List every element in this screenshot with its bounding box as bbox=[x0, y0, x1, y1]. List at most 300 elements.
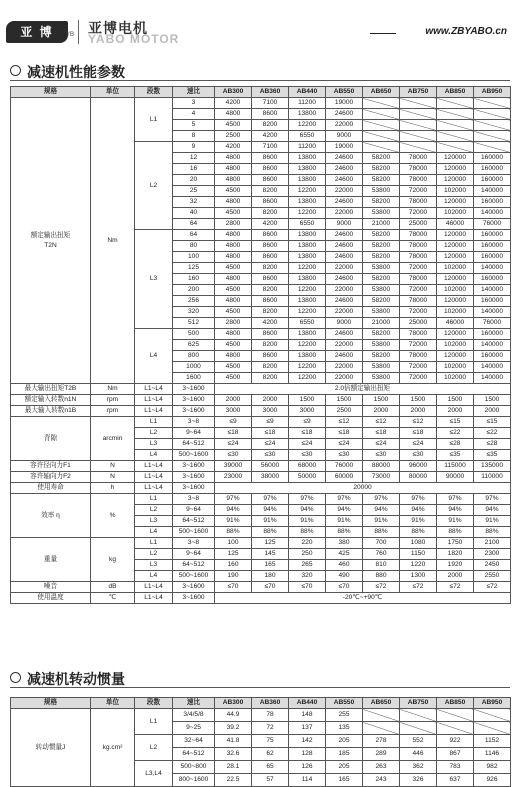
table-cell: 90000 bbox=[437, 472, 474, 483]
table-cell: 78000 bbox=[400, 296, 437, 307]
table-cell: 8600 bbox=[252, 351, 289, 362]
table-cell: 4500 bbox=[215, 208, 252, 219]
table-cell: 120000 bbox=[437, 296, 474, 307]
table-cell: L1 bbox=[135, 538, 173, 549]
row-label: 额定输出扭矩 T2N bbox=[11, 98, 91, 384]
table-cell: 22.5 bbox=[215, 774, 252, 787]
table-cell: 20 bbox=[173, 175, 215, 186]
table-cell: 44.9 bbox=[215, 709, 252, 722]
table-cell: 8200 bbox=[252, 120, 289, 131]
table-cell: 160000 bbox=[474, 197, 511, 208]
table-cell: 810 bbox=[363, 560, 400, 571]
table-cell: 2000 bbox=[474, 406, 511, 417]
column-header: 速比 bbox=[173, 698, 215, 709]
table-cell: ≤30 bbox=[363, 450, 400, 461]
table-cell: L1~L4 bbox=[135, 461, 173, 472]
table-cell: 120000 bbox=[437, 329, 474, 340]
table-cell: ≤24 bbox=[400, 439, 437, 450]
table-cell: 2000 bbox=[215, 395, 252, 406]
table-cell: 78000 bbox=[400, 153, 437, 164]
stage-cell: L2 bbox=[135, 142, 173, 230]
table-cell: 3~8 bbox=[173, 538, 215, 549]
row-label: 额定输入转数n1N bbox=[11, 395, 91, 406]
table-cell: 125 bbox=[173, 263, 215, 274]
table-row bbox=[11, 461, 511, 472]
table-row bbox=[11, 483, 511, 494]
table-cell: 4800 bbox=[215, 241, 252, 252]
table-cell: 91% bbox=[363, 516, 400, 527]
table-cell: 205 bbox=[326, 761, 363, 774]
table-cell: 9~64 bbox=[173, 549, 215, 560]
table-cell: 1150 bbox=[400, 549, 437, 560]
table-cell bbox=[363, 98, 400, 109]
table-cell: 94% bbox=[400, 505, 437, 516]
table-cell: 80 bbox=[173, 241, 215, 252]
table-cell: L3 bbox=[135, 516, 173, 527]
table-cell: 12200 bbox=[289, 373, 326, 384]
column-header: AB440 bbox=[289, 698, 326, 709]
column-header: 单位 bbox=[91, 698, 135, 709]
table-cell: ≤15 bbox=[437, 417, 474, 428]
table-cell: 64 bbox=[173, 219, 215, 230]
table-cell: 160000 bbox=[474, 241, 511, 252]
row-label: 背隙 bbox=[11, 417, 91, 461]
table-cell: 28.1 bbox=[215, 761, 252, 774]
table-cell: 2800 bbox=[215, 318, 252, 329]
table-cell: 78000 bbox=[400, 241, 437, 252]
table-cell: 97% bbox=[326, 494, 363, 505]
row-label: 效率 η bbox=[11, 494, 91, 538]
table-cell: 78000 bbox=[400, 351, 437, 362]
table-cell: 53800 bbox=[363, 208, 400, 219]
table-cell: 76000 bbox=[474, 318, 511, 329]
table-cell: 160000 bbox=[474, 175, 511, 186]
table-cell: 2800 bbox=[215, 219, 252, 230]
row-label: 使用温度 bbox=[11, 593, 91, 604]
table-cell: 380 bbox=[326, 538, 363, 549]
table-cell: 97% bbox=[363, 494, 400, 505]
table-cell: 24600 bbox=[326, 164, 363, 175]
column-header: 规格 bbox=[11, 698, 91, 709]
table-cell: 13800 bbox=[289, 252, 326, 263]
table-cell: 460 bbox=[326, 560, 363, 571]
table-cell: 24600 bbox=[326, 296, 363, 307]
table-cell: 64~512 bbox=[173, 560, 215, 571]
stage-cell: L4 bbox=[135, 329, 173, 384]
table-cell: 490 bbox=[326, 571, 363, 582]
table-cell: dB bbox=[91, 582, 135, 593]
table-cell: ≤15 bbox=[474, 417, 511, 428]
circle-bullet-icon bbox=[10, 672, 21, 683]
table-cell: 88% bbox=[363, 527, 400, 538]
section-title-text: 减速机性能参数 bbox=[27, 64, 125, 80]
performance-table bbox=[10, 86, 511, 604]
table-cell: 32~64 bbox=[173, 735, 215, 748]
table-cell: 58200 bbox=[363, 351, 400, 362]
table-cell: 1220 bbox=[400, 560, 437, 571]
table-cell: 97% bbox=[289, 494, 326, 505]
column-header: AB850 bbox=[437, 87, 474, 98]
table-cell: 1820 bbox=[437, 549, 474, 560]
table-cell: 255 bbox=[326, 709, 363, 722]
table-cell: 190 bbox=[215, 571, 252, 582]
table-cell: 140000 bbox=[474, 263, 511, 274]
table-cell bbox=[363, 109, 400, 120]
table-cell bbox=[363, 722, 400, 735]
table-cell: Nm bbox=[91, 384, 135, 395]
table-cell: 500 bbox=[173, 329, 215, 340]
table-cell: 78000 bbox=[400, 329, 437, 340]
table-cell: 12200 bbox=[289, 285, 326, 296]
table-cell: 2000 bbox=[363, 406, 400, 417]
row-label: 最大输出扭矩T2B bbox=[11, 384, 91, 395]
table-cell: 1000 bbox=[173, 362, 215, 373]
table-cell bbox=[474, 131, 511, 142]
table-cell: ≤24 bbox=[215, 439, 252, 450]
table-cell: 94% bbox=[326, 505, 363, 516]
table-cell bbox=[400, 98, 437, 109]
page-header bbox=[0, 0, 519, 52]
table-cell: ≤22 bbox=[474, 428, 511, 439]
table-cell: L2 bbox=[135, 505, 173, 516]
table-cell: 512 bbox=[173, 318, 215, 329]
table-cell: 12200 bbox=[289, 263, 326, 274]
table-cell: 94% bbox=[252, 505, 289, 516]
table-cell: 91% bbox=[400, 516, 437, 527]
table-cell bbox=[400, 131, 437, 142]
table-cell: 160000 bbox=[474, 164, 511, 175]
table-cell: 8 bbox=[173, 131, 215, 142]
table-cell: 142 bbox=[289, 735, 326, 748]
table-cell: 1500 bbox=[437, 395, 474, 406]
table-cell: ≤35 bbox=[474, 450, 511, 461]
table-cell: 126 bbox=[289, 761, 326, 774]
stage-cell: L3 bbox=[135, 230, 173, 329]
table-cell: 625 bbox=[173, 340, 215, 351]
brand-name-en: YABO MOTOR bbox=[88, 32, 180, 46]
table-cell: 78000 bbox=[400, 164, 437, 175]
table-cell: 115000 bbox=[437, 461, 474, 472]
table-cell: 21000 bbox=[363, 318, 400, 329]
table-cell: 24600 bbox=[326, 274, 363, 285]
table-cell: 6550 bbox=[289, 318, 326, 329]
table-cell: 97% bbox=[437, 494, 474, 505]
table-cell: 160000 bbox=[474, 351, 511, 362]
table-cell: 58200 bbox=[363, 252, 400, 263]
table-cell bbox=[363, 131, 400, 142]
table-cell: 8600 bbox=[252, 164, 289, 175]
table-cell: 88% bbox=[252, 527, 289, 538]
divider bbox=[78, 20, 79, 44]
table-cell bbox=[474, 109, 511, 120]
table-cell: 96000 bbox=[400, 461, 437, 472]
table-cell bbox=[437, 131, 474, 142]
table-cell: 64 bbox=[173, 230, 215, 241]
table-cell: 24600 bbox=[326, 351, 363, 362]
table-cell: 97% bbox=[215, 494, 252, 505]
column-header: 单位 bbox=[91, 87, 135, 98]
table-cell: L2 bbox=[135, 428, 173, 439]
table-cell bbox=[437, 120, 474, 131]
table-cell: 140000 bbox=[474, 208, 511, 219]
table-cell: 145 bbox=[252, 549, 289, 560]
table-cell: 58200 bbox=[363, 329, 400, 340]
table-cell: 140000 bbox=[474, 285, 511, 296]
table-cell: 76000 bbox=[326, 461, 363, 472]
inertia-table bbox=[10, 697, 511, 787]
table-cell: 8600 bbox=[252, 296, 289, 307]
table-cell: 100 bbox=[215, 538, 252, 549]
table-cell: 22000 bbox=[326, 263, 363, 274]
table-cell: 4500 bbox=[215, 263, 252, 274]
table-cell: 362 bbox=[400, 761, 437, 774]
table-cell: 8600 bbox=[252, 329, 289, 340]
stage-cell: L3,L4 bbox=[135, 761, 173, 787]
table-cell: 72000 bbox=[400, 362, 437, 373]
table-cell: 19000 bbox=[326, 142, 363, 153]
table-cell: 3~1600 bbox=[173, 406, 215, 417]
table-cell: 22000 bbox=[326, 186, 363, 197]
section-title-text: 减速机转动惯量 bbox=[27, 671, 125, 687]
table-cell: ≤70 bbox=[289, 582, 326, 593]
table-cell: 58200 bbox=[363, 164, 400, 175]
table-cell: 1300 bbox=[400, 571, 437, 582]
table-cell: 867 bbox=[437, 748, 474, 761]
table-cell: 94% bbox=[289, 505, 326, 516]
column-header: 段数 bbox=[135, 87, 173, 98]
table-cell: 278 bbox=[363, 735, 400, 748]
column-header: AB300 bbox=[215, 87, 252, 98]
table-cell: ≤22 bbox=[437, 428, 474, 439]
column-header: AB650 bbox=[363, 87, 400, 98]
logo-mark: YB bbox=[66, 32, 75, 38]
table-cell: 91% bbox=[326, 516, 363, 527]
unit-cell: Nm bbox=[91, 98, 135, 384]
table-cell: 24600 bbox=[326, 175, 363, 186]
table-cell: 1920 bbox=[437, 560, 474, 571]
table-cell: 125 bbox=[252, 538, 289, 549]
unit-cell: arcmin bbox=[91, 417, 135, 461]
table-cell: 72000 bbox=[400, 285, 437, 296]
table-cell: 114 bbox=[289, 774, 326, 787]
table-cell: 250 bbox=[289, 549, 326, 560]
table-cell: 2000 bbox=[437, 571, 474, 582]
table-row bbox=[11, 582, 511, 593]
table-cell: 24600 bbox=[326, 252, 363, 263]
table-cell: 4800 bbox=[215, 230, 252, 241]
table-cell: 72000 bbox=[400, 263, 437, 274]
table-cell: 165 bbox=[326, 774, 363, 787]
table-cell bbox=[437, 709, 474, 722]
table-cell: 160000 bbox=[474, 252, 511, 263]
table-cell: 22000 bbox=[326, 340, 363, 351]
table-cell: 320 bbox=[173, 307, 215, 318]
table-cell: ≤24 bbox=[326, 439, 363, 450]
table-cell: 102000 bbox=[437, 362, 474, 373]
table-cell: 243 bbox=[363, 774, 400, 787]
table-cell: 4500 bbox=[215, 307, 252, 318]
table-cell: 50000 bbox=[289, 472, 326, 483]
table-cell: 320 bbox=[289, 571, 326, 582]
row-label: 噪音 bbox=[11, 582, 91, 593]
table-cell: 165 bbox=[252, 560, 289, 571]
column-header: 规格 bbox=[11, 87, 91, 98]
table-cell bbox=[363, 142, 400, 153]
table-cell: ≤30 bbox=[326, 450, 363, 461]
section-rule bbox=[10, 687, 510, 688]
column-header: AB750 bbox=[400, 698, 437, 709]
table-row bbox=[11, 406, 511, 417]
table-cell: 13800 bbox=[289, 175, 326, 186]
table-cell: 24600 bbox=[326, 241, 363, 252]
table-cell: -20℃~+90℃ bbox=[215, 593, 511, 604]
row-label: 容许轴向力F2 bbox=[11, 472, 91, 483]
table-cell: ≤70 bbox=[252, 582, 289, 593]
table-cell: 24600 bbox=[326, 197, 363, 208]
table-cell: 800 bbox=[173, 351, 215, 362]
table-row bbox=[11, 494, 511, 505]
table-cell: 205 bbox=[326, 735, 363, 748]
table-cell bbox=[363, 120, 400, 131]
table-cell: 4500 bbox=[215, 362, 252, 373]
table-cell: 500~1600 bbox=[173, 571, 215, 582]
table-cell: 13800 bbox=[289, 230, 326, 241]
table-cell: 94% bbox=[215, 505, 252, 516]
table-cell bbox=[363, 709, 400, 722]
table-cell: 91% bbox=[252, 516, 289, 527]
table-cell: 1152 bbox=[474, 735, 511, 748]
table-cell: 102000 bbox=[437, 373, 474, 384]
table-cell: 4800 bbox=[215, 252, 252, 263]
table-cell: 289 bbox=[363, 748, 400, 761]
table-cell: 148 bbox=[289, 709, 326, 722]
table-cell: ≤72 bbox=[437, 582, 474, 593]
table-row bbox=[11, 472, 511, 483]
table-cell: 13800 bbox=[289, 109, 326, 120]
table-row bbox=[11, 538, 511, 549]
table-cell: L3 bbox=[135, 439, 173, 450]
table-cell: 2000 bbox=[437, 406, 474, 417]
table-cell: 88% bbox=[400, 527, 437, 538]
table-cell: N bbox=[91, 461, 135, 472]
table-cell: 72000 bbox=[400, 373, 437, 384]
table-cell: 160000 bbox=[474, 274, 511, 285]
table-cell: L1~L4 bbox=[135, 406, 173, 417]
table-cell: 13800 bbox=[289, 197, 326, 208]
table-cell: ≤28 bbox=[474, 439, 511, 450]
table-cell: 58200 bbox=[363, 153, 400, 164]
table-cell: 58200 bbox=[363, 230, 400, 241]
table-cell: 3~1600 bbox=[173, 593, 215, 604]
table-cell: 880 bbox=[363, 571, 400, 582]
column-header: AB950 bbox=[474, 87, 511, 98]
table-cell: 24600 bbox=[326, 153, 363, 164]
table-cell: 22000 bbox=[326, 373, 363, 384]
table-cell: ≤70 bbox=[326, 582, 363, 593]
table-cell: L4 bbox=[135, 527, 173, 538]
table-cell: 91% bbox=[289, 516, 326, 527]
table-cell: 13800 bbox=[289, 296, 326, 307]
table-cell: 12200 bbox=[289, 186, 326, 197]
table-cell: 64~512 bbox=[173, 516, 215, 527]
table-cell: 265 bbox=[289, 560, 326, 571]
table-cell: 13800 bbox=[289, 241, 326, 252]
table-cell bbox=[400, 109, 437, 120]
table-cell: 2450 bbox=[474, 560, 511, 571]
table-cell: 3~1600 bbox=[173, 483, 215, 494]
table-cell: 4800 bbox=[215, 164, 252, 175]
table-cell: 120000 bbox=[437, 274, 474, 285]
table-cell: 78000 bbox=[400, 230, 437, 241]
table-cell: 8200 bbox=[252, 340, 289, 351]
table-cell: 140000 bbox=[474, 307, 511, 318]
table-cell: ≤18 bbox=[363, 428, 400, 439]
table-cell: 3000 bbox=[289, 406, 326, 417]
table-cell bbox=[474, 709, 511, 722]
stage-cell: L1 bbox=[135, 709, 173, 735]
table-cell: 3/4/5/8 bbox=[173, 709, 215, 722]
column-header: AB550 bbox=[326, 698, 363, 709]
table-cell: 32.6 bbox=[215, 748, 252, 761]
table-cell: 102000 bbox=[437, 186, 474, 197]
table-cell: 91% bbox=[437, 516, 474, 527]
table-cell bbox=[474, 142, 511, 153]
table-cell: 120000 bbox=[437, 252, 474, 263]
column-header: AB300 bbox=[215, 698, 252, 709]
table-cell: 4500 bbox=[215, 373, 252, 384]
table-cell: 22000 bbox=[326, 362, 363, 373]
table-cell: 12200 bbox=[289, 120, 326, 131]
table-cell bbox=[437, 722, 474, 735]
table-cell: 53800 bbox=[363, 285, 400, 296]
table-cell: 9000 bbox=[326, 131, 363, 142]
table-cell: 4200 bbox=[252, 131, 289, 142]
table-cell: 1500 bbox=[326, 395, 363, 406]
website-url[interactable]: www.ZBYABO.cn bbox=[425, 26, 507, 37]
table-cell: 13800 bbox=[289, 153, 326, 164]
table-cell: 8200 bbox=[252, 307, 289, 318]
table-cell: 120000 bbox=[437, 230, 474, 241]
table-cell: 140000 bbox=[474, 362, 511, 373]
table-cell bbox=[437, 109, 474, 120]
table-cell: 140000 bbox=[474, 340, 511, 351]
table-cell: 1750 bbox=[437, 538, 474, 549]
table-cell: 46000 bbox=[437, 318, 474, 329]
table-cell: L1~L4 bbox=[135, 395, 173, 406]
table-cell: 140000 bbox=[474, 186, 511, 197]
table-cell: 120000 bbox=[437, 351, 474, 362]
table-cell: 263 bbox=[363, 761, 400, 774]
table-cell: L1 bbox=[135, 417, 173, 428]
table-cell: ≤35 bbox=[437, 450, 474, 461]
table-cell: 120000 bbox=[437, 241, 474, 252]
table-cell: 4800 bbox=[215, 296, 252, 307]
table-cell: 12200 bbox=[289, 208, 326, 219]
table-cell: 9~64 bbox=[173, 428, 215, 439]
table-cell: ≤9 bbox=[289, 417, 326, 428]
table-cell: 8600 bbox=[252, 241, 289, 252]
table-cell: 2000 bbox=[400, 406, 437, 417]
table-cell: 1500 bbox=[400, 395, 437, 406]
table-cell: L3 bbox=[135, 560, 173, 571]
table-cell: 78000 bbox=[400, 274, 437, 285]
unit-cell: % bbox=[91, 494, 135, 538]
table-cell: ≤18 bbox=[289, 428, 326, 439]
table-cell: 446 bbox=[400, 748, 437, 761]
table-cell: 140000 bbox=[474, 373, 511, 384]
table-cell: 4200 bbox=[215, 98, 252, 109]
table-cell: 8200 bbox=[252, 285, 289, 296]
